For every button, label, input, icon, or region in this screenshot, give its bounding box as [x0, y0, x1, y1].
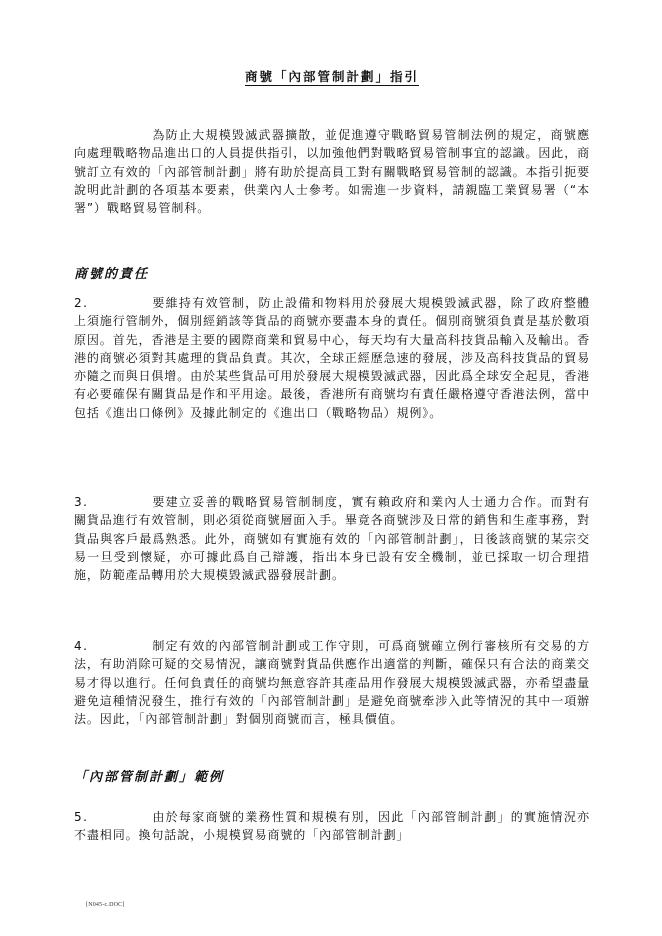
document-page [74, 0, 590, 936]
paragraph-number: 5. [74, 810, 89, 824]
paragraph-text: 由於每家商號的業務性質和規模有別，因此「內部管制計劃」的實施情況亦不盡相同。換句話說，小規模貿易商號的「內部管制計劃」 [74, 810, 590, 843]
section-heading-icp-example: 「內部管制計劃」範例 [74, 770, 225, 785]
intro-paragraph [74, 126, 590, 217]
paragraph-number: 2. [74, 296, 89, 310]
paragraph-5 [74, 808, 590, 845]
paragraph-text: 要建立妥善的戰略貿易管制制度，實有賴政府和業內人士通力合作。而對有關貨品進行有效管制，則必須從商號層面入手。畢竟各商號涉及日常的銷售和生產事務，對貨品與客戶最爲熟悉。此外，商號如有實施有效的「內部管制計劃」，日後該商號的某宗交易一旦受到懷疑，亦可據此爲自己辯護，指出本身已設有安全機制，並已採取一切合理措施，防範產品轉用於大規模毀滅武器發展計劃。 [74, 495, 591, 583]
section-heading-responsibility: 商號的責任 [74, 267, 150, 282]
paragraph-text: 要維持有效管制，防止設備和物料用於發展大規模毀滅武器，除了政府整體上須施行管制外，個別經銷該等貨品的商號亦要盡本身的責任。個別商號須負責是基於數項原因。首先，香港是主要的國際商業和貿易中心，每天均有大量高科技貨品輸入及輸出。香港的商號必須對其處理的貨品負責。其次，全球正經歷急速的發展，涉及高科技貨品的貿易亦隨之而與日俱增。由於某些貨品可用於發展大規模毀滅武器，因此爲全球安全起見，香港有必要確保有關貨品是作和平用途。最後，香港所有商號均有責任嚴格遵守香港法例，當中包括《進出口條例》及據此制定的《進出口（戰略物品）規例》。 [74, 296, 591, 420]
paragraph-text: 制定有效的內部管制計劃或工作守則，可爲商號確立例行審核所有交易的方法，有助消除可疑的交易情況，讓商號對貨品供應作出適當的判斷，確保只有合法的商業交易才得以進行。任何負責任的商號均無意容許其產品用作發展大規模毀滅武器，亦希望盡量避免這種情況發生，推行有效的「內部管制計劃」是避免商號牽涉入此等情況的其中一項辦法。因此，「內部管制計劃」對個別商號而言，極具價值。 [74, 639, 591, 727]
intro-text: 為防止大規模毀滅武器擴散，並促進遵守戰略貿易管制法例的規定，商號應向處理戰略物品進出口的人員提供指引，以加強他們對戰略貿易管制事宜的認識。因此，商號訂立有效的「內部管制計劃」將有助於提高員工對有關戰略貿易管制的認識。本指引扼要說明此計劃的各項基本要素，供業內人士參考。如需進一步資料，請親臨工業貿易署（“本署”）戰略貿易管制科。 [74, 128, 591, 216]
paragraph-4 [74, 637, 590, 728]
paragraph-number: 4. [74, 639, 89, 653]
document-title: 商號「內部管制計劃」指引 [244, 69, 419, 84]
file-footer: [N045-c.DOC] [86, 902, 125, 908]
paragraph-3 [74, 493, 590, 584]
paragraph-2 [74, 294, 590, 422]
paragraph-number: 3. [74, 495, 89, 509]
